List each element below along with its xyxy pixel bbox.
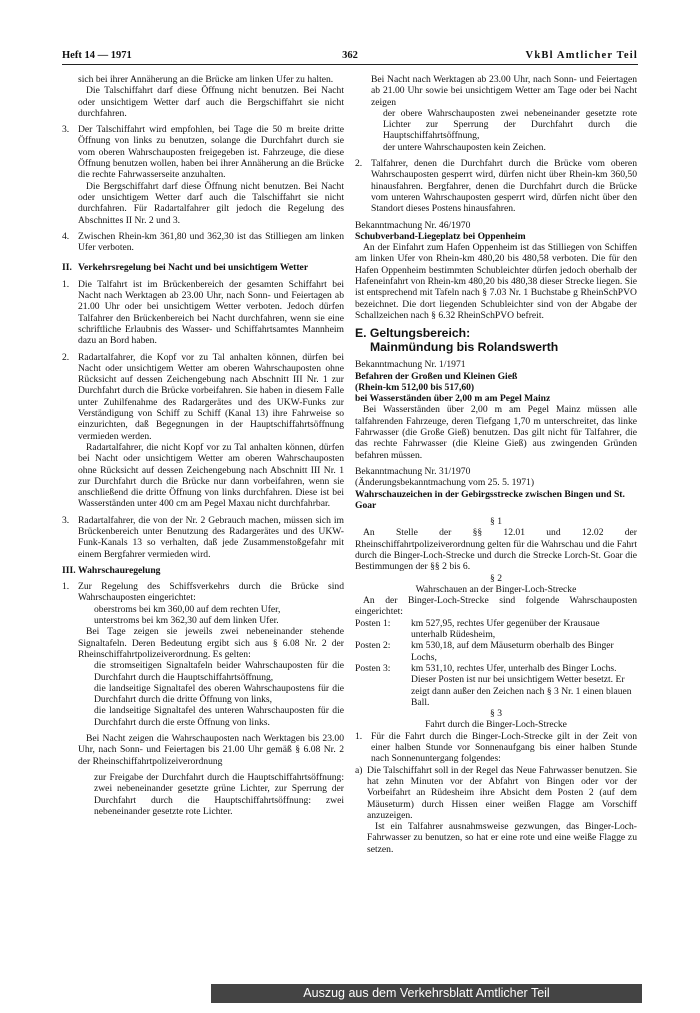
notice-title: bei Wasserständen über 2,00 m am Pegel Mainz bbox=[355, 393, 551, 405]
notice-subtitle: (Änderungsbekanntmachung vom 25. 5. 1971) bbox=[355, 477, 535, 489]
paragraph: unterstroms bei km 362,30 auf dem linken Ufer. bbox=[94, 615, 279, 627]
item-number: 2. bbox=[355, 158, 363, 170]
paragraph: Bei Nacht zeigen die Wahrschauposten nach Werktagen bis 23.00 Uhr, nach Sonn- und Feiertagen bis 21.00 Uhr gemäß § 6.08 Nr. 2 der Rheinschiffahrtpolizeiverordnung bbox=[78, 733, 344, 767]
notice-number: Bekanntmachung Nr. 46/1970 bbox=[355, 219, 471, 231]
paragraph: Für die Fahrt durch die Binger-Loch-Strecke gilt in der Zeit von einer halben Stunde vor Sonnenaufgang bis einer halben Stunde nach Sonnenuntergang folgendes: bbox=[371, 730, 637, 765]
list-item bbox=[355, 731, 637, 765]
list-item bbox=[355, 765, 637, 855]
posten-text: km 527,95, rechtes Ufer gegenüber der Krausaue unterhalb Rüdesheim, bbox=[411, 617, 600, 641]
section-number: II. bbox=[62, 262, 72, 274]
notice-title: Befahren der Großen und Kleinen Gieß bbox=[355, 370, 518, 382]
issue-label: Heft 14 — 1971 bbox=[62, 50, 132, 61]
header-rule bbox=[62, 64, 638, 65]
item-number: 3. bbox=[62, 514, 70, 526]
posten-label: Posten 3: bbox=[355, 662, 391, 674]
item-number: 1. bbox=[355, 730, 363, 742]
paragraph: Der Talschiffahrt wird empfohlen, bei Tage die 50 m breite dritte Öffnung von links zu benutzen, solange die Durchfahrt durch sie vom oberen Wahrschauposten freigegeben ist. Fahrzeuge, die diese Öffnung benutzen wollen, haben bei ihrer Annäherung an die Brücke die rechte Fahrwasserseite anzuhalten. bbox=[78, 124, 344, 181]
paragraph-mark: § 3 bbox=[490, 708, 502, 720]
list-item bbox=[355, 640, 637, 663]
paragraph: der obere Wahrschauposten zwei nebeneinander gesetzte rote Lichter zur Sperrung der Durchfahrt durch die Hauptschiffahrtsöffnung, bbox=[383, 107, 637, 142]
section-title: Verkehrsregelung bei Nacht und bei unsichtigem Wetter bbox=[78, 262, 309, 274]
section-heading-e bbox=[355, 327, 637, 354]
paragraph: Zur Regelung des Schiffsverkehrs durch die Brücke sind Wahrschauposten eingerichtet: bbox=[78, 581, 344, 604]
paragraph: zur Freigabe der Durchfahrt durch die Hauptschiffahrtsöffnung: zwei nebeneinander gesetzte grüne Lichter, zur Sperrung der Durchfahrt durch die Hauptschiffahrtsöffnung: zwei nebeneinander gesetzte rote Lichter. bbox=[94, 771, 344, 817]
section-heading-line: Mainmündung bis Rolandswerth bbox=[370, 339, 559, 354]
list-item bbox=[62, 279, 344, 347]
paragraph-mark: § 1 bbox=[490, 516, 502, 528]
item-number: 3. bbox=[62, 124, 70, 136]
page-number: 362 bbox=[342, 50, 358, 61]
section-heading bbox=[62, 262, 344, 273]
paragraph: Zwischen Rhein-km 361,80 und 362,30 ist das Stilliegen am linken Ufer verboten. bbox=[78, 230, 344, 254]
notice-title: Wahrschauzeichen in der Gebirgsstrecke zwischen Bingen und St. Goar bbox=[355, 488, 625, 511]
list-item bbox=[62, 515, 344, 560]
paragraph: Bei Tage zeigen sie jeweils zwei nebeneinander stehende Signaltafeln. Deren Bedeutung ergibt sich aus § 6.08 Nr. 2 der Rheinschiffahrtpolizeiverordnung. Es gelten: bbox=[78, 626, 344, 660]
posten-text: km 531,10, rechtes Ufer, unterhalb des Binger Lochs. Dieser Posten ist nur bei unsichtigem Wetter besetzt. Er zeigt dann außer den Zeichen nach § 3 Nr. 1 einen blauen Ball. bbox=[411, 662, 632, 708]
paragraph: Bei Nacht nach Werktagen ab 23.00 Uhr, nach Sonn- und Feiertagen ab 21.00 Uhr sowie bei unsichtigem Wetter am Tage oder bei Nacht zeigen bbox=[371, 74, 637, 108]
paragraph: die landseitige Signaltafel des unteren Wahrschauposten für die Durchfahrt durch die erste Öffnung von links. bbox=[94, 705, 344, 728]
paragraph: Talfahrer, denen die Durchfahrt durch die Brücke vom oberen Wahrschauposten gesperrt wird, dürfen nicht über Rhein-km 360,50 hinausfahren. Bergfahrer, denen die Durchfahrt durch die Brücke vom unteren Wahrschauposten gesperrt wird, dürfen nicht über den Standort dieses Postens hinausfahren. bbox=[371, 158, 637, 215]
item-number: 4. bbox=[62, 230, 70, 242]
paragraph: Die Talschiffahrt soll in der Regel das Neue Fahrwasser benutzen. Sie hat zehn Minuten vor der Abfahrt von Bingen oder vor der Vorbeifahrt an Rüdesheim ihre Absicht dem Posten 2 (auf dem Mäuseturm) durch Hissen einer weißen Flagge am Vorschiff anzuzeigen. bbox=[367, 764, 637, 821]
item-number: 1. bbox=[62, 581, 70, 593]
publication-title: VkBl Amtlicher Teil bbox=[525, 50, 638, 61]
paragraph-mark: § 2 bbox=[490, 572, 502, 584]
section-number: III. bbox=[62, 564, 76, 576]
section-heading bbox=[62, 565, 344, 576]
notice-number: Bekanntmachung Nr. 1/1971 bbox=[355, 359, 466, 371]
paragraph: Radartalfahrer, die nicht Kopf vor zu Tal anhalten können, dürfen bei Nacht oder unsichtigem Wetter am oberen Wahrschauposten ohne Rücksicht auf dessen Zeichengebung nach Abschnitt III Nr. 1 zur Durchfahrt durch die Brücke nur dann vorbeifahren, wenn sie anschließend die dritte Öffnung von links durchfahren. Diese ist bei Wasserständen unter 400 cm am Pegel Maxau nicht durchfahrbar. bbox=[78, 441, 344, 510]
list-item bbox=[62, 231, 344, 254]
paragraph: sich bei ihrer Annäherung an die Brücke am linken Ufer zu halten. bbox=[78, 74, 334, 85]
item-number: 1. bbox=[62, 278, 70, 290]
paragraph: Radartalfahrer, die von der Nr. 2 Gebrauch machen, müssen sich im Brückenbereich unter Benutzung des Radargerätes und des UKW-Funk-Kanals 13 so verhalten, daß jede Zusammenstoßgefahr mit einem Bergfahrer vermieden wird. bbox=[78, 514, 344, 560]
paragraph: Die Bergschiffahrt darf diese Öffnung nicht benutzen. Bei Nacht oder unsichtigem Wetter darf auch die Talschiffahrt sie nicht durchfahren. Für Radartalfahrer gilt jedoch die Regelung des Abschnittes II Nr. 2 und 3. bbox=[78, 180, 344, 226]
posten-label: Posten 2: bbox=[355, 640, 391, 652]
item-letter: a) bbox=[355, 764, 363, 776]
list-item bbox=[62, 124, 344, 226]
item-number: 2. bbox=[62, 351, 70, 363]
right-column bbox=[355, 74, 637, 855]
paragraph: der untere Wahrschauposten kein Zeichen. bbox=[383, 141, 546, 153]
footer-banner: Auszug aus dem Verkehrsblatt Amtlicher Teil bbox=[211, 984, 642, 1003]
list-item bbox=[355, 618, 637, 641]
paragraph: die stromseitigen Signaltafeln beider Wahrschauposten für die Durchfahrt durch die Hauptschiffahrtsöffnung, bbox=[94, 660, 344, 683]
paragraph: oberstroms bei km 360,00 auf dem rechten Ufer, bbox=[94, 603, 281, 615]
paragraph: An der Einfahrt zum Hafen Oppenheim ist das Stilliegen von Schiffen am linken Ufer von Rhein-km 480,20 bis 480,58 verboten. Die für den Hafen Oppenheim bestimmten Schubleichter dürfen jedoch oberhalb der Hafeneinfahrt von Rhein-km 480,20 bis 480,38 dieser Strecke liegen. Sie ist entsprechend mit Tafeln nach § 7.03 Nr. 1 Buchstabe g RheinSchPVO bezeichnet. Die dort liegenden Schubleichter sind von der Abgabe der Schallzeichen nach § 6.32 RheinSchPVO befreit. bbox=[355, 242, 637, 321]
section-heading-line: E. Geltungsbereich: bbox=[355, 326, 471, 341]
list-item bbox=[62, 352, 344, 510]
notice-title: (Rhein-km 512,00 bis 517,60) bbox=[355, 381, 475, 393]
paragraph: Die Talfahrt ist im Brückenbereich der gesamten Schiffahrt bei Nacht nach Werktagen ab 23.00 Uhr, nach Sonn- und Feiertagen ab 21.00 Uhr oder bei unsichtigem Wetter verboten. Jedoch dürfen Talfahrer den Brückenbereich bei Nacht durchfahren, wenn sie eine schriftliche Erlaubnis des Wasser- und Schiffahrtsamtes Mannheim dazu an Bord haben. bbox=[78, 278, 344, 347]
paragraph-title: Wahrschauen an der Binger-Loch-Strecke bbox=[415, 583, 577, 595]
paragraph: die landseitige Signaltafel des oberen Wahrschaupostens für die Durchfahrt durch die dritte Öffnung von links, bbox=[94, 682, 344, 706]
paragraph: Radartalfahrer, die Kopf vor zu Tal anhalten können, dürfen bei Nacht oder unsichtigem Wetter am oberen Wahrschauposten ohne Rücksicht auf dessen Zeichengebung nach Abschnitt III Nr. 1 zur Durchfahrt durch die Brücke vorbeifahren. Sie haben in diesem Falle unter Zuhilfenahme des Radargerätes und des UKW-Funks zur Verständigung von Schiff zu Schiff (Kanal 13) ihre Fahrweise so einzurichten, daß Begegnungen in der Hauptschiffahrtsöffnung vermieden werden. bbox=[78, 351, 344, 442]
notice-number: Bekanntmachung Nr. 31/1970 bbox=[355, 465, 471, 477]
posten-text: km 530,18, auf dem Mäuseturm oberhalb des Binger Lochs, bbox=[411, 640, 614, 663]
notice-title: Schubverband-Liegeplatz bei Oppenheim bbox=[355, 230, 526, 242]
posten-label: Posten 1: bbox=[355, 617, 391, 629]
list-item bbox=[355, 663, 637, 708]
paragraph: Ist ein Talfahrer ausnahmsweise gezwungen, das Binger-Loch-Fahrwasser zu benutzen, so hat er eine rote und eine weiße Flagge zu setzen. bbox=[367, 821, 637, 855]
left-column bbox=[62, 74, 344, 817]
list-item bbox=[355, 158, 637, 214]
page-header bbox=[62, 50, 638, 64]
paragraph: An Stelle der §§ 12.01 und 12.02 der Rheinschiffahrtpolizeiverordnung gelten für die Wahrschau und die Fahrt durch die Binger-Loch-Strecke und durch die Strecke Lorch-St. Goar die Bestimmungen der §§ 2 bis 6. bbox=[355, 527, 637, 573]
paragraph: Bei Wasserständen über 2,00 m am Pegel Mainz müssen alle talfahrenden Fahrzeuge, deren Tiefgang 1,70 m unterschreitet, das linke Fahrwasser (die Große Gieß) benutzen. Das gilt nicht für Talfahrer, die das rechte Fahrwasser (die Kleine Gieß) aus zwingenden Gründen befahren müssen. bbox=[355, 404, 637, 461]
section-title: Wahrschauregelung bbox=[78, 564, 161, 576]
paragraph: An der Binger-Loch-Strecke sind folgende Wahrschauposten eingerichtet: bbox=[355, 595, 637, 618]
list-item bbox=[62, 581, 344, 817]
paragraph-title: Fahrt durch die Binger-Loch-Strecke bbox=[425, 719, 567, 731]
paragraph: Die Talschiffahrt darf diese Öffnung nicht benutzen. Bei Nacht oder unsichtigem Wetter darf auch die Bergschiffahrt sie nicht durchfahren. bbox=[78, 85, 344, 119]
